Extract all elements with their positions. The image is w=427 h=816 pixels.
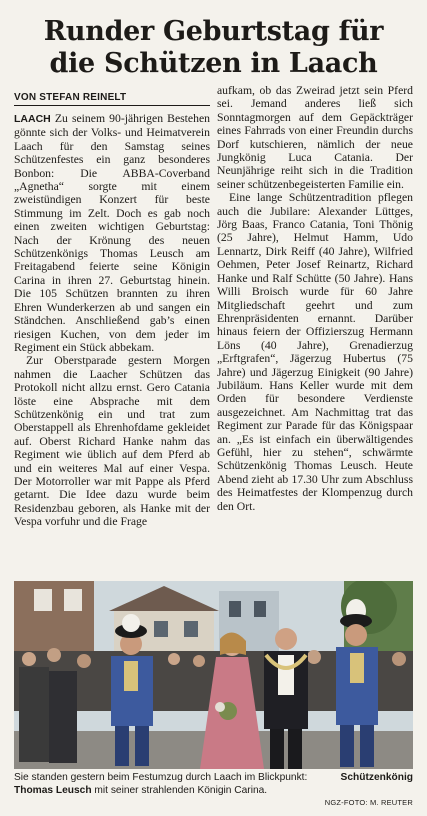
photo-caption — [14, 772, 413, 797]
article-column-left — [14, 112, 210, 529]
parade-photo-illustration — [14, 581, 413, 769]
byline: VON STEFAN REINELT — [14, 92, 210, 106]
headline-line-2: die Schützen in Laach — [49, 48, 378, 79]
paragraph-1-text: Zu seinem 90-jährigen Bestehen gönnte sich der Volks- und Heimatverein Laach für den Samstag seines Schützenfestes ein ganz besonderes Bonbon: Die ABBA-Coverband „Agnetha“ sorgte mit einem zweistündigen Konzert für beste Stimmung im Zelt. Doch es gab noch einen zweiten wichtigen Geburtstag: Nach der Krönung des neuen Schützenkönigs Thomas Leusch am Freitagabend feierte seine Königin Carina in ihren 27. Geburtstag hinein. Die 105 Schützen brannten zu ihren Ehren Wunderkerzen ab und sangen ein Ständchen. Anschließend gab’s einen riesigen Kuchen, von dem jeder im Regiment ein Stück abbekam. — [14, 112, 210, 354]
photo-credit: NGZ-FOTO: M. REUTER — [324, 798, 413, 807]
paragraph-4: Eine lange Schützentradition pflegen auch die Jubilare: Alexander Lüttges, Jörg Baas, Franco Catania, Toni Thönig (25 Jahre), Helmut Hamm, Udo Lennartz, Dirk Reiff (40 Jahre), Wilfried Oehmen, Peter Josef Reinartz, Richard Hanke und Ralf Schütte (50 Jahre). Hans Willi Broisch wurde für 60 Jahre Mitgliedschaft geehrt und zum Ehrenpräsidenten ernannt. Darüber hinaus feiern der Offizierszug Hermann Löns (40 Jahre), Grenadierzug „Erftgrafen“, Jägerzug Hubertus (75 Jahre) und Jägerzug Einigkeit (90 Jahre) Jubiläum. Hans Keller wurde mit dem Orden für besondere Verdienste ausgezeichnet. Am Nachmittag trat das Regiment zur Parade für das Königspaar an. „Es ist einfach ein überwältigendes Gefühl, hier zu stehen“, schwärmte Schützenkönig Thomas Leusch. Heute Abend zieht ab 17.30 Uhr zum Abschluss des Heimatfestes der Klompenzug durch den Ort. — [217, 191, 413, 513]
caption-text-2: mit seiner strahlenden Königin Carina. — [94, 784, 268, 796]
paragraph-2: Zur Oberstparade gestern Morgen nahmen die Laacher Schützen das Protokoll nicht allzu ernst. Gero Catania löste eine Absprache mit dem Schützenkönig ein und trat zum Oberstappell als Ehrenhofdame gekleidet auf. Oberst Richard Hanke nahm das Regiment wie üblich auf dem Pferd ab und ein weiteres Mal auf einer Vespa. Der Motorroller war mit Pappe als Pferd getarnt. Die Idee dazu wurde beim Residenzbau geboren, als Hanke mit der Vespa vorfuhr und die Frage — [14, 354, 210, 529]
caption-line-1 — [14, 772, 413, 785]
caption-text-1: Sie standen gestern beim Festumzug durch Laach im Blickpunkt: — [14, 772, 308, 783]
article-column-right — [217, 84, 413, 529]
article-headline — [14, 16, 413, 80]
paragraph-1 — [14, 112, 210, 354]
parade-photo — [14, 581, 413, 769]
caption-bold-2: Thomas Leusch — [14, 784, 92, 796]
caption-bold-1: Schützenkönig — [340, 772, 413, 783]
dateline: LAACH — [14, 113, 51, 125]
headline-line-1: Runder Geburtstag für — [43, 16, 384, 47]
caption-line-2 — [14, 785, 413, 798]
paragraph-3: aufkam, ob das Zweirad jetzt sein Pferd sei. Jemand anderes ließ sich Sonntagmorgen auf dem Gepäckträger eines Fahrrads von einer Freundin durchs Dorf kutschieren, nämlich der neue Jungkönig Luca Catania. Der Neunjährige reiht sich in die Tradition seiner schützenbegeisterten Familie ein. — [217, 84, 413, 191]
